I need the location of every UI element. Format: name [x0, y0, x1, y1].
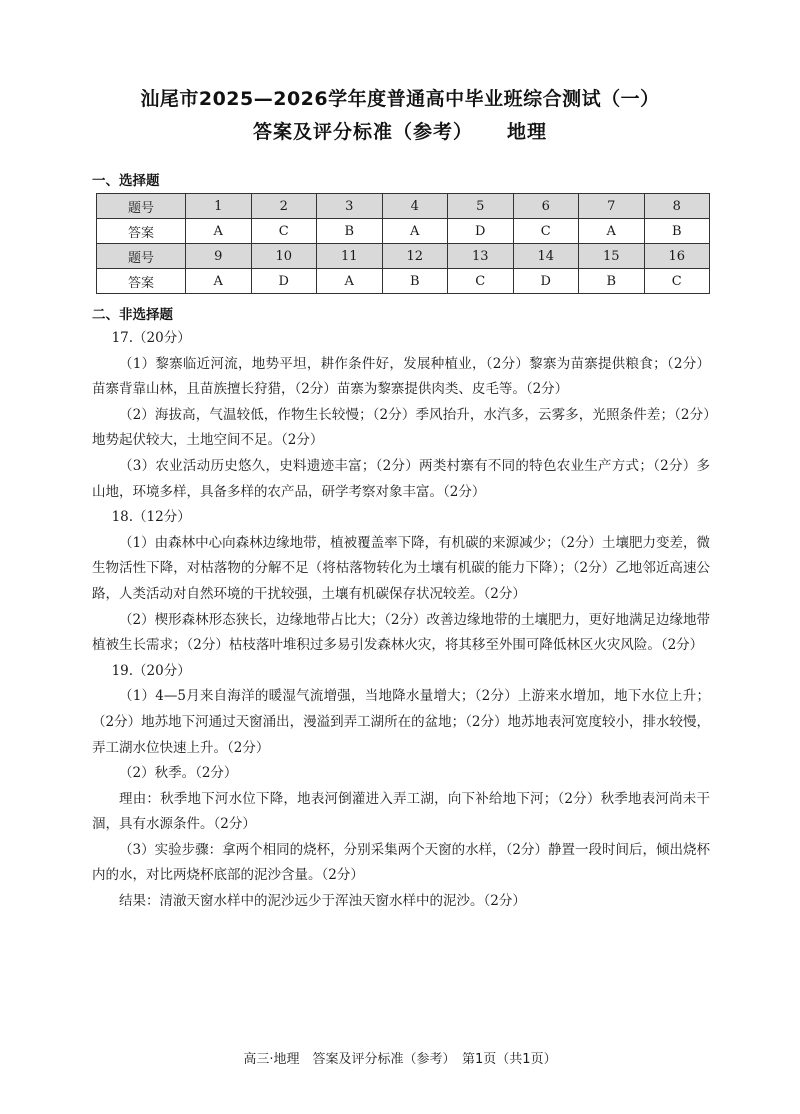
section-heading-choice: 一、选择题 — [92, 173, 160, 189]
table-cell: A — [317, 269, 383, 294]
subtitle-main: 答案及评分标准（参考） — [252, 121, 473, 143]
answer-paragraph: 理由：秋季地下河水位下降，地表河倒灌进入弄工湖，向下补给地下河；（2分）秋季地表河尚未干涸，具有水源条件。（2分） — [92, 790, 710, 833]
table-cell: B — [579, 269, 645, 294]
document-title: 汕尾市2025—2026学年度普通高中毕业班综合测试（一） — [140, 88, 660, 110]
table-row — [97, 219, 710, 244]
answer-table — [96, 193, 710, 294]
table-cell: 7 — [579, 194, 645, 219]
table-cell: D — [448, 219, 514, 244]
answer-paragraph: （3）实验步骤：拿两个相同的烧杯，分别采集两个天窗的水样，（2分）静置一段时间后，倾出烧杯内的水，对比两烧杯底部的泥沙含量。（2分） — [92, 841, 710, 884]
row-label: 题号 — [97, 194, 186, 219]
table-cell: 14 — [513, 244, 579, 269]
answer-paragraph: （2）海拔高，气温较低，作物生长较慢；（2分）季风抬升，水汽多，云雾多，光照条件差；（2分）地势起伏较大，土地空间不足。（2分） — [92, 406, 710, 449]
answer-paragraph: （1）黎寨临近河流，地势平坦，耕作条件好，发展种植业，（2分）黎寨为苗寨提供粮食；（2分）苗寨背靠山林，且苗族擅长狩猎，（2分）苗寨为黎寨提供肉类、皮毛等。（2分） — [92, 355, 710, 398]
table-row — [97, 244, 710, 269]
document-subtitle — [0, 117, 800, 144]
table-cell: C — [251, 219, 317, 244]
table-cell: A — [382, 219, 448, 244]
table-cell: 6 — [513, 194, 579, 219]
table-cell: 1 — [186, 194, 252, 219]
table-cell: 12 — [382, 244, 448, 269]
table-cell: C — [448, 269, 514, 294]
table-cell: 11 — [317, 244, 383, 269]
answer-paragraph: （2）楔形森林形态狭长，边缘地带占比大；（2分）改善边缘地带的土壤肥力，更好地满足边缘地带植被生长需求；（2分）枯枝落叶堆积过多易引发森林火灾，将其移至外围可降低林区火灾风险。（2分） — [92, 611, 710, 654]
page-footer: 高三·地理 答案及评分标准（参考） 第1页（共1页） — [243, 1052, 557, 1067]
table-row — [97, 194, 710, 219]
table-row — [97, 269, 710, 294]
table-cell: D — [251, 269, 317, 294]
table-cell: D — [513, 269, 579, 294]
answer-paragraph: （3）农业活动历史悠久，史料遗迹丰富；（2分）两类村寨有不同的特色农业生产方式；（2分）多山地，环境多样，具备多样的农产品，研学考察对象丰富。（2分） — [92, 457, 710, 500]
table-cell: 13 — [448, 244, 514, 269]
row-label: 答案 — [97, 219, 186, 244]
table-cell: 9 — [186, 244, 252, 269]
question-heading: 18.（12分） — [111, 509, 191, 526]
table-cell: 15 — [579, 244, 645, 269]
table-cell: B — [382, 269, 448, 294]
answer-paragraph: （1）4—5月来自海洋的暖湿气流增强，当地降水量增大；（2分）上游来水增加，地下水位上升；（2分）地苏地下河通过天窗涌出，漫溢到弄工湖所在的盆地；（2分）地苏地表河宽度较小，排水较慢，弄工湖水位快速上升。（2分） — [92, 688, 710, 756]
row-label: 答案 — [97, 269, 186, 294]
answer-paragraph: （2）秋季。（2分） — [119, 765, 238, 782]
table-cell: 4 — [382, 194, 448, 219]
answer-paragraph: 结果：清澈天窗水样中的泥沙远少于浑浊天窗水样中的泥沙。（2分） — [119, 893, 526, 910]
table-cell: 2 — [251, 194, 317, 219]
answer-paragraph: （1）由森林中心向森林边缘地带，植被覆盖率下降，有机碳的来源减少；（2分）土壤肥力变差，微生物活性下降，对枯落物的分解不足（将枯落物转化为土壤有机碳的能力下降）；（2分）乙地邻近高速公路，人类活动对自然环境的干扰较强，土壤有机碳保存状况较差。（2分） — [92, 534, 710, 602]
table-cell: 8 — [644, 194, 710, 219]
section-heading-nonchoice: 二、非选择题 — [92, 307, 173, 323]
table-cell: C — [644, 269, 710, 294]
table-cell: C — [513, 219, 579, 244]
table-cell: 5 — [448, 194, 514, 219]
row-label: 题号 — [97, 244, 186, 269]
table-cell: A — [186, 219, 252, 244]
table-cell: B — [317, 219, 383, 244]
table-cell: A — [579, 219, 645, 244]
table-cell: 10 — [251, 244, 317, 269]
table-cell: B — [644, 219, 710, 244]
table-cell: 3 — [317, 194, 383, 219]
answer-body — [92, 326, 710, 915]
question-heading: 19.（20分） — [111, 662, 191, 679]
question-heading: 17.（20分） — [111, 330, 191, 346]
subject-label: 地理 — [507, 121, 548, 143]
table-cell: 16 — [644, 244, 710, 269]
table-cell: A — [186, 269, 252, 294]
